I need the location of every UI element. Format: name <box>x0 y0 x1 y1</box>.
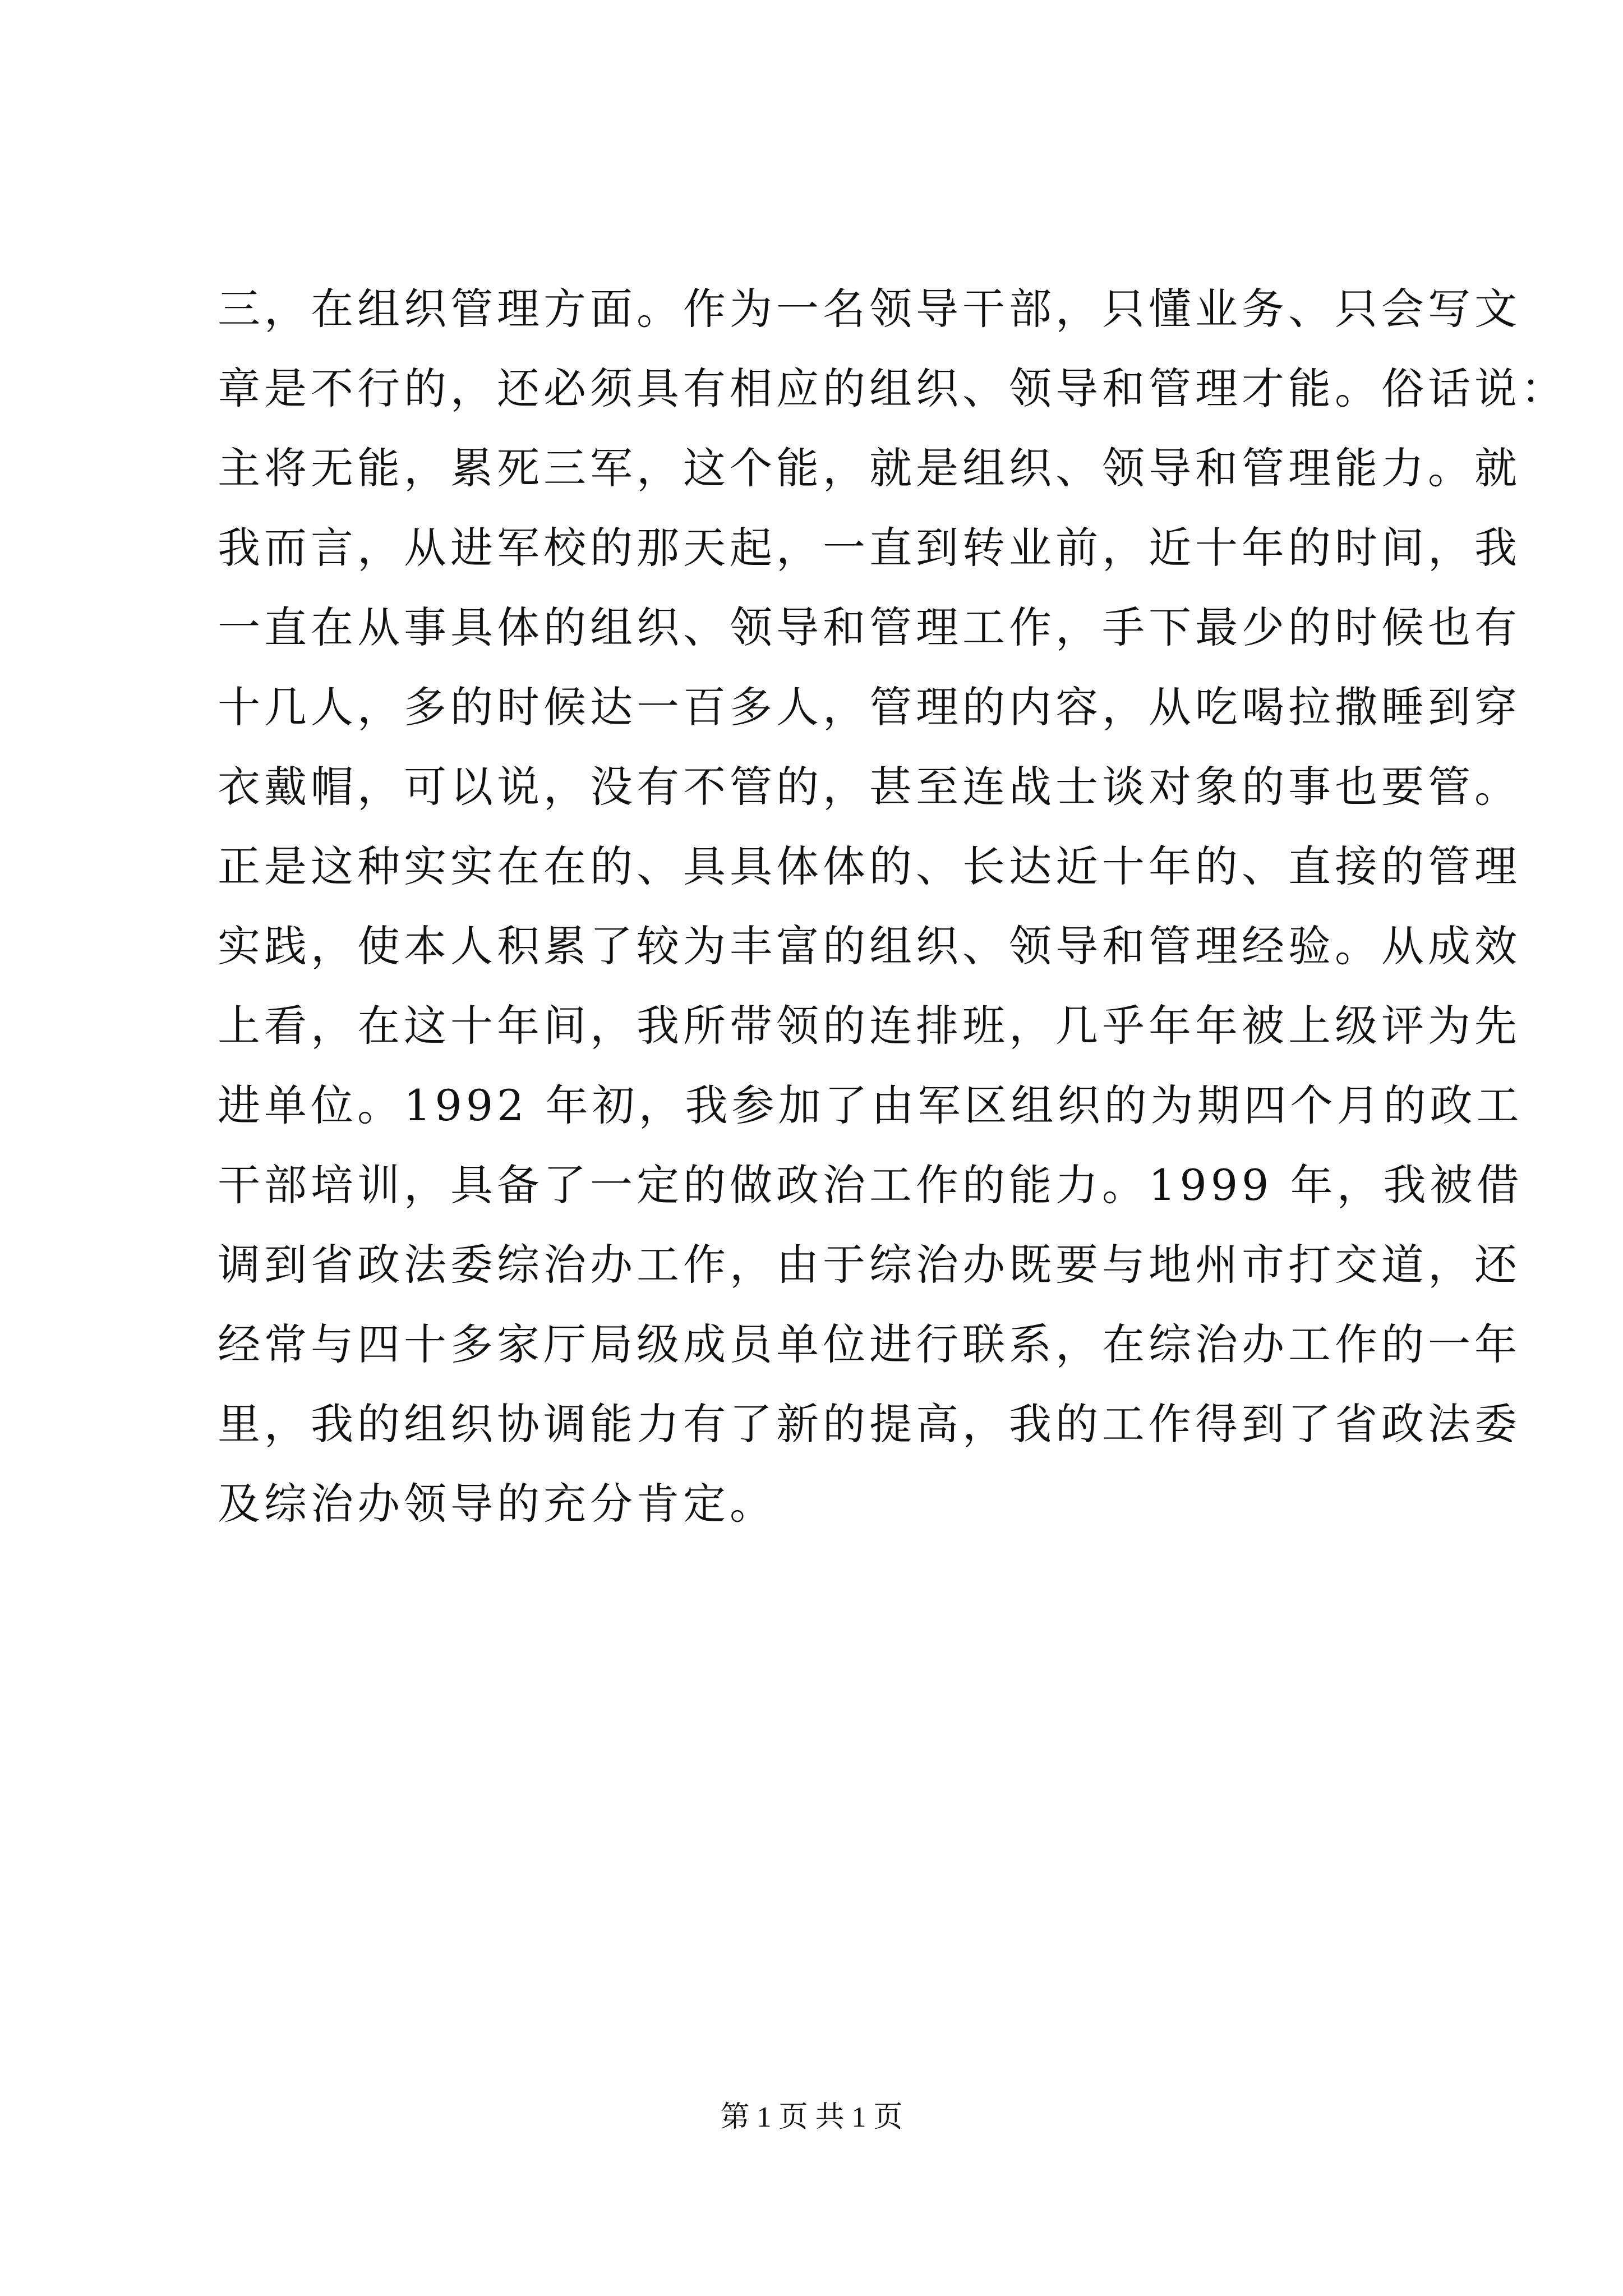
paragraph-line: 主将无能，累死三军，这个能，就是组织、领导和管理能力。就 <box>218 443 1521 493</box>
paragraph-line: 干部培训，具备了一定的做政治工作的能力。1999 年，我被借 <box>218 1160 1523 1210</box>
paragraph-line: 三，在组织管理方面。作为一名领导干部，只懂业务、只会写文 <box>218 284 1521 334</box>
paragraph-line: 正是这种实实在在的、具具体体的、长达近十年的、直接的管理 <box>218 841 1521 891</box>
paragraph-line: 上看，在这十年间，我所带领的连排班，几乎年年被上级评为先 <box>218 1001 1521 1051</box>
paragraph-line: 及综治办领导的充分肯定。 <box>218 1479 776 1529</box>
paragraph-line: 实践，使本人积累了较为丰富的组织、领导和管理经验。从成效 <box>218 921 1521 971</box>
paragraph-line: 进单位。1992 年初，我参加了由军区组织的为期四个月的政工 <box>218 1080 1523 1130</box>
paragraph-line: 一直在从事具体的组织、领导和管理工作，手下最少的时候也有 <box>218 602 1521 652</box>
paragraph-line: 调到省政法委综治办工作，由于综治办既要与地州市打交道，还 <box>218 1240 1521 1290</box>
page-footer: 第 1 页 共 1 页 <box>720 2101 903 2133</box>
paragraph-line: 十几人，多的时候达一百多人，管理的内容，从吃喝拉撒睡到穿 <box>218 682 1521 732</box>
paragraph-line: 我而言，从进军校的那天起，一直到转业前，近十年的时间，我 <box>218 523 1521 573</box>
body-paragraph <box>218 269 1567 1544</box>
paragraph-line: 经常与四十多家厅局级成员单位进行联系，在综治办工作的一年 <box>218 1319 1521 1369</box>
paragraph-line: 里，我的组织协调能力有了新的提高，我的工作得到了省政法委 <box>218 1399 1521 1449</box>
paragraph-line: 衣戴帽，可以说，没有不管的，甚至连战士谈对象的事也要管。 <box>218 762 1521 812</box>
paragraph-line: 章是不行的，还必须具有相应的组织、领导和管理才能。俗话说： <box>218 364 1567 413</box>
